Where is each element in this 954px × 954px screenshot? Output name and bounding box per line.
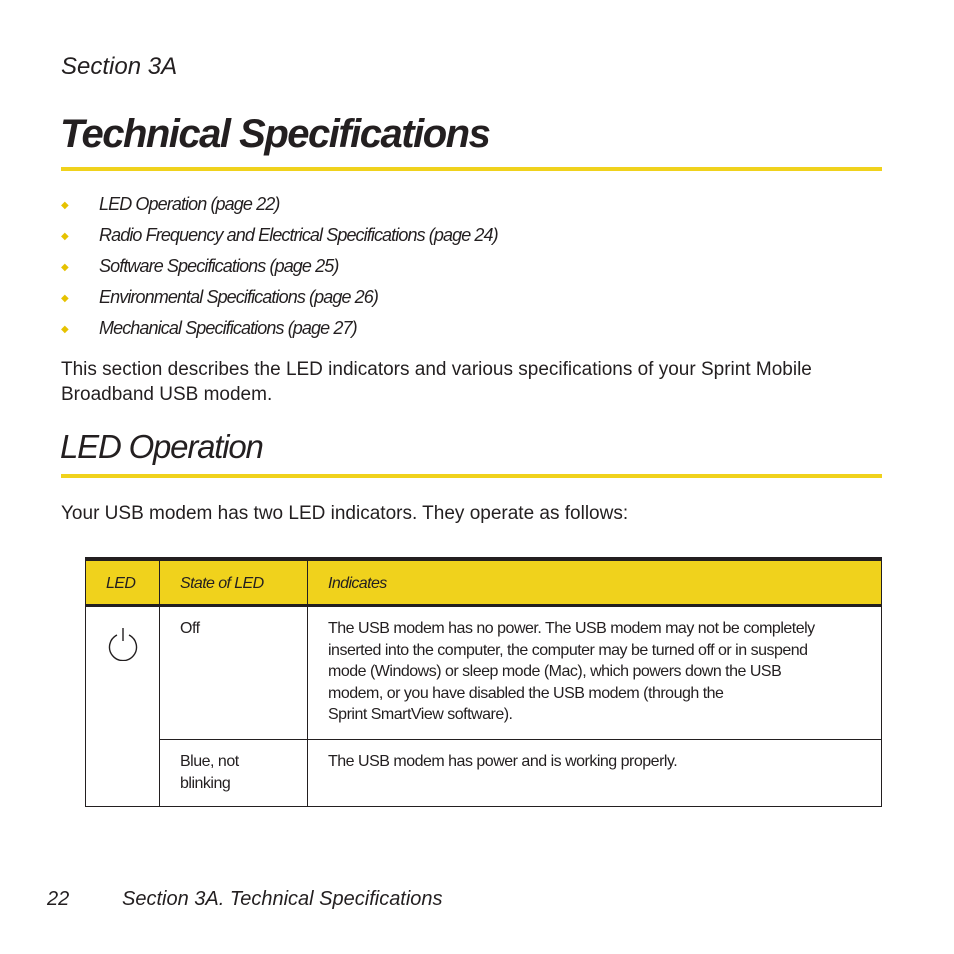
intro-paragraph: This section describes the LED indicators and various specifications of your Sprint Mobile Broadband USB modem. [61,359,812,405]
indicates-line: mode (Windows) or sleep mode (Mac), which powers down the USB [328,663,782,680]
led-intro-text: Your USB modem has two LED indicators. They operate as follows: [61,503,629,524]
column-divider [159,557,160,807]
indicates-line: inserted into the computer, the computer may be turned off or in suspend [328,641,808,659]
led-indicates-cell [328,751,878,773]
footer-title: Section 3A. Technical Specifications [122,888,443,910]
led-state-cell [180,751,239,794]
led-operation-heading: LED Operation [60,428,263,465]
toc-item[interactable] [61,256,498,287]
table-border-right [881,557,882,807]
diamond-bullet-icon: ◆ [61,293,69,304]
toc-item-label[interactable]: Environmental Specifications (page 26) [99,287,378,307]
page-number: 22 [47,888,70,910]
toc-item[interactable] [61,318,498,349]
table-header [85,557,882,607]
page-title: Technical Specifications [60,112,490,156]
indicates-line: modem, or you have disabled the USB modem (through the [328,684,724,702]
title-underline [61,167,882,171]
header-state: State of LED [180,575,264,592]
section-contents-list [61,194,498,349]
diamond-bullet-icon: ◆ [61,324,69,335]
diamond-bullet-icon: ◆ [61,200,69,211]
toc-item-label[interactable]: Software Specifications (page 25) [99,256,339,276]
toc-item-label[interactable]: Radio Frequency and Electrical Specifications (page 24) [99,225,498,245]
indicates-line: The USB modem has no power. The USB modem may not be completely [328,620,815,637]
header-led: LED [106,575,136,592]
section-label: Section 3A [61,53,178,80]
toc-item[interactable] [61,287,498,318]
row-divider [159,739,882,740]
state-line: blinking [180,774,231,792]
toc-item-label[interactable]: LED Operation (page 22) [99,194,280,214]
diamond-bullet-icon: ◆ [61,231,69,242]
table-border-left [85,557,86,807]
header-indicates: Indicates [328,575,387,592]
toc-item-label[interactable]: Mechanical Specifications (page 27) [99,318,357,338]
toc-item[interactable] [61,194,498,225]
heading-underline [61,474,882,478]
indicates-line: Sprint SmartView software). [328,706,513,723]
indicates-line: The USB modem has power and is working properly. [328,753,678,770]
led-indicates-cell [328,618,878,726]
led-state-cell: Off [180,620,200,637]
power-icon [106,625,140,661]
diamond-bullet-icon: ◆ [61,262,69,273]
toc-item[interactable] [61,225,498,256]
column-divider [307,557,308,807]
table-border-bottom [85,806,882,807]
state-line: Blue, not [180,753,239,770]
led-table [85,557,882,807]
